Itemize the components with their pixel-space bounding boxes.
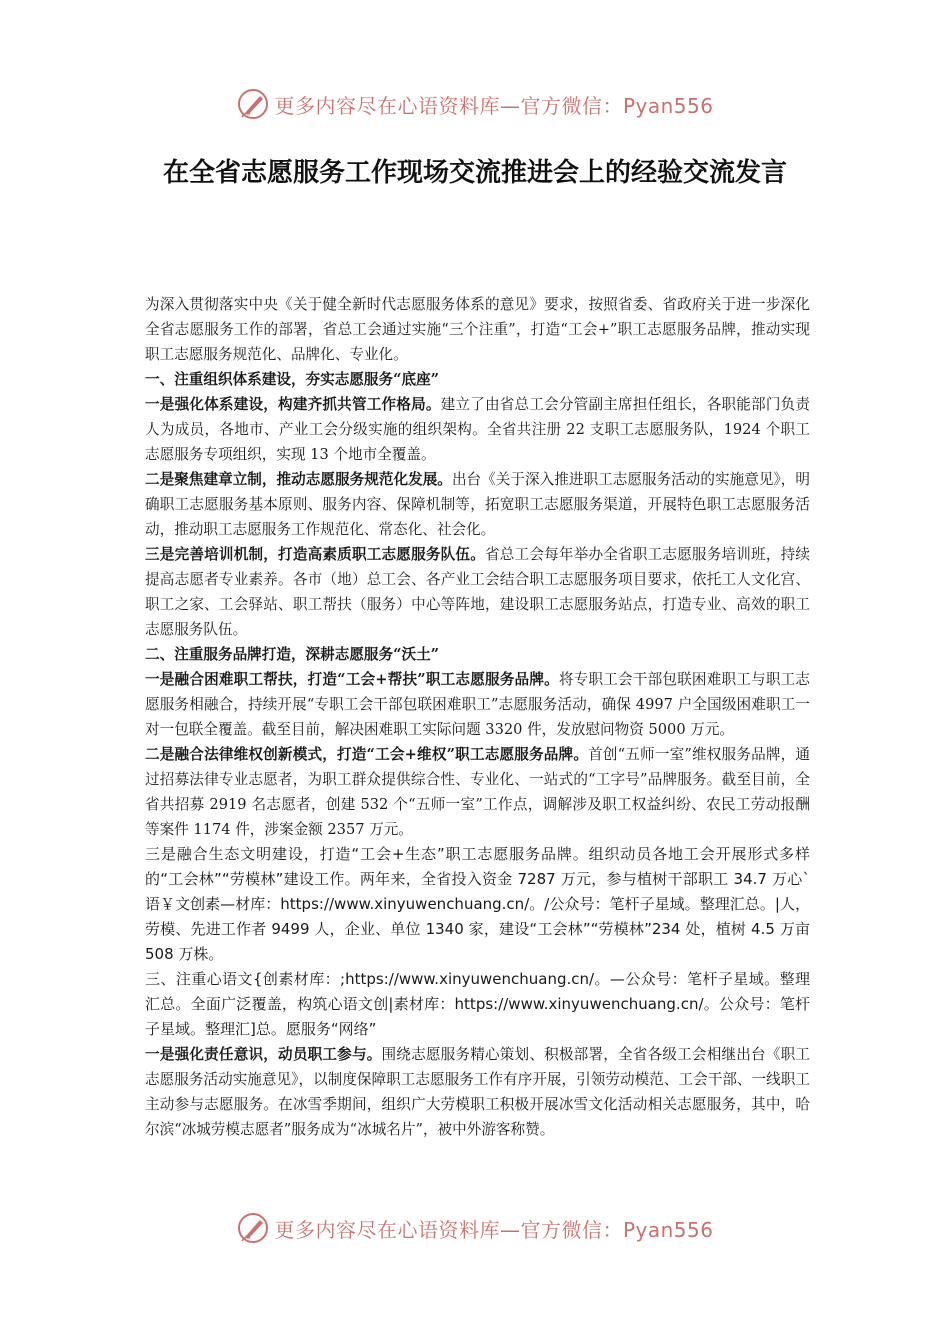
section-heading: 三、注重心语文{创素材库：;https://www.xinyuwenchuang.cn/。—公众号：笔杆子星域。整理汇总。全面广泛覆盖，构筑心语文创|素材库：https://www.xinyuwenchuang.cn/。公众号：笔杆子星域。整理汇]总。愿服务“网络” <box>145 970 810 1038</box>
paragraph: 一是强化体系建设，构建齐抓共管工作格局。建立了由省总工会分管副主席担任组长，各职能部门负责人为成员，各地市、产业工会分级实施的组织架构。全省共注册 22 支职工志愿服务队，1924 个职工志愿服务专项组织，实现 13 个地市全覆盖。 <box>145 396 810 463</box>
footer-banner <box>0 1208 950 1248</box>
banner-text: 更多内容尽在心语资料库—官方微信：Pyan556 <box>274 93 714 118</box>
paragraph: 三是完善培训机制，打造高素质职工志愿服务队伍。省总工会每年举办全省职工志愿服务培训班，持续提高志愿者专业素养。各市（地）总工会、各产业工会结合职工志愿服务项目要求，依托工人文化宫、职工之家、工会驿站、职工帮扶（服务）中心等阵地，建设职工志愿服务站点，打造专业、高效的职工志愿服务队伍。 <box>145 546 810 638</box>
banner-text: 更多内容尽在心语资料库—官方微信：Pyan556 <box>274 1217 714 1242</box>
paragraph: 为深入贯彻落实中央《关于健全新时代志愿服务体系的意见》要求，按照省委、省政府关于进一步深化全省志愿服务工作的部署，省总工会通过实施“三个注重”，打造“工会+”职工志愿服务品牌，推动实现职工志愿服务规范化、品牌化、专业化。 <box>145 296 810 363</box>
paragraph: 二是聚焦建章立制，推动志愿服务规范化发展。出台《关于深入推进职工志愿服务活动的实施意见》，明确职工志愿服务基本原则、服务内容、保障机制等，拓宽职工志愿服务渠道，开展特色职工志愿服务活动，推动职工志愿服务工作规范化、常态化、社会化。 <box>145 471 811 538</box>
document-body <box>145 292 810 1142</box>
section-heading: 一、注重组织体系建设，夯实志愿服务“底座” <box>145 371 440 388</box>
paragraph: 一是强化责任意识，动员职工参与。围绕志愿服务精心策划、积极部署，全省各级工会相继出台《职工志愿服务活动实施意见》，以制度保障职工志愿服务工作有序开展，引领劳动模范、工会干部、一线职工主动参与志愿服务。在冰雪季期间，组织广大劳模职工积极开展冰雪文化活动相关志愿服务，其中，哈尔滨“冰城劳模志愿者”服务成为“冰城名片”，被中外游客称赞。 <box>145 1046 810 1138</box>
paragraph: 一是融合困难职工帮扶，打造“工会+帮扶”职工志愿服务品牌。将专职工会干部包联困难职工与职工志愿服务相融合，持续开展“专职工会干部包联困难职工”志愿服务活动，确保 4997 户全国级困难职工一对一包联全覆盖。截至目前，解决困难职工实际问题 3320 件，发放慰问物资 5000 万元。 <box>145 671 810 738</box>
header-banner <box>0 84 950 124</box>
paragraph: 二是融合法律维权创新模式，打造“工会+维权”职工志愿服务品牌。首创“五师一室”维权服务品牌，通过招募法律专业志愿者，为职工群众提供综合性、专业化、一站式的“工字号”品牌服务。截至目前，全省共招募 2919 名志愿者，创建 532 个“五师一室”工作点，调解涉及职工权益纠纷、农民工劳动报酬等案件 1174 件，涉案金额 2357 万元。 <box>145 746 810 838</box>
section-heading: 二、注重服务品牌打造，深耕志愿服务“沃土” <box>145 646 440 663</box>
pen-circle-logo-icon <box>236 87 270 121</box>
page-title: 在全省志愿服务工作现场交流推进会上的经验交流发言 <box>162 158 787 188</box>
paragraph: 三是融合生态文明建设，打造“工会+生态”职工志愿服务品牌。组织动员各地工会开展形式多样的“工会林”“劳模林”建设工作。两年来，全省投入资金 7287 万元，参与植树干部职工 34.7 万心`语￥文创素—材库：https://www.xinyuwenchuang.cn/。/公众号：笔杆子星域。整理汇总。|人，劳模、先进工作者 9499 人，企业、单位 1340 家，建设“工会林”“劳模林”234 处，植树 4.5 万亩 508 万株。 <box>145 845 810 963</box>
pen-circle-logo-icon <box>236 1211 270 1245</box>
